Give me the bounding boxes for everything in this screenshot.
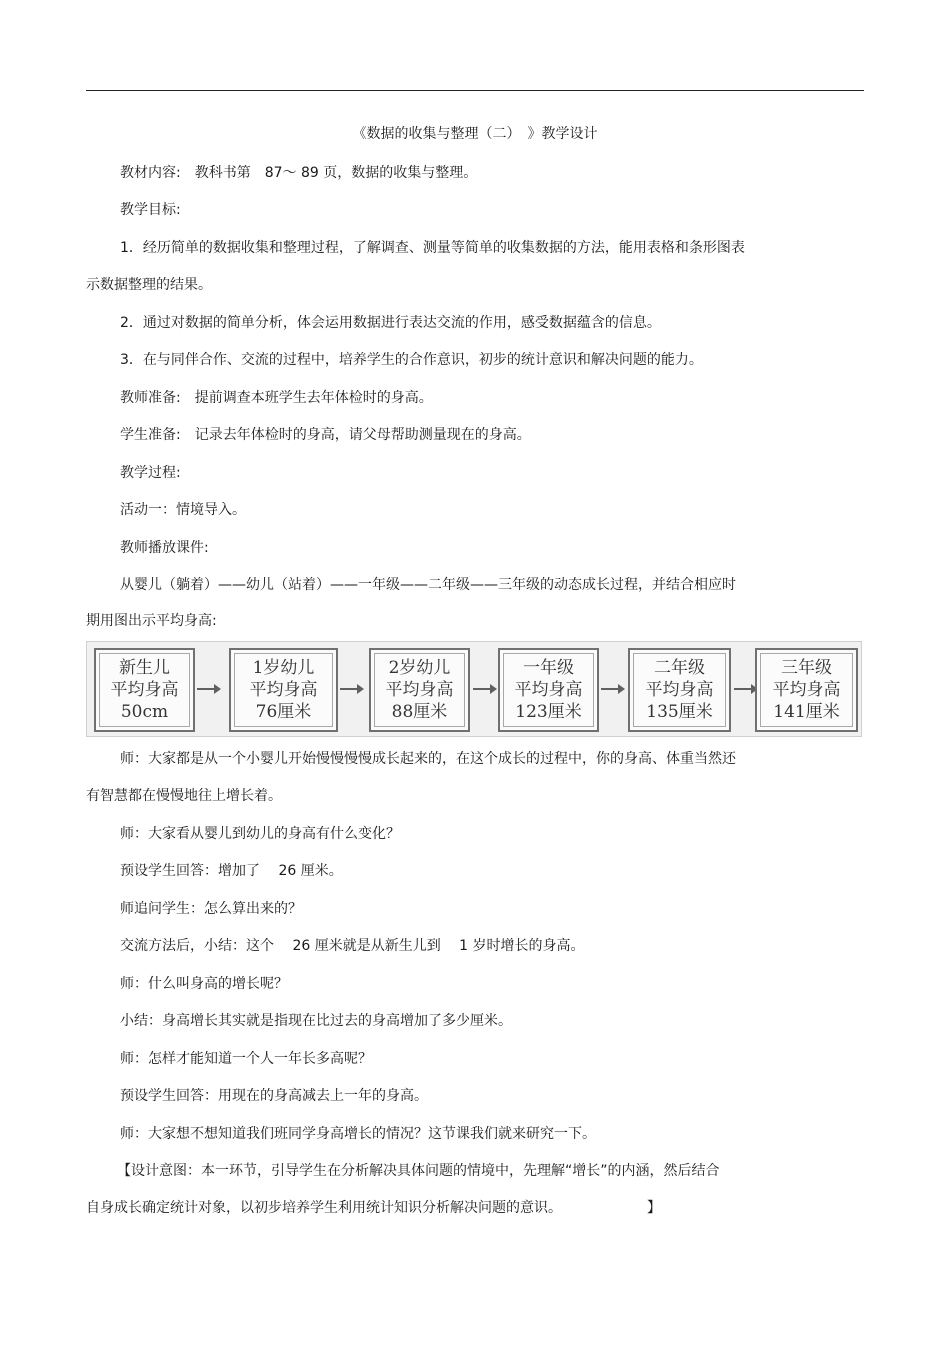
objective-1-line-a: 1．经历简单的数据收集和整理过程，了解调查、测量等简单的收集数据的方法，能用表格和条形图表 — [120, 240, 745, 256]
flow-box-grade-2 — [628, 648, 731, 732]
flow-box-caption: 平均身高 — [249, 680, 318, 700]
teacher-question-4: 师：什么叫身高的增长呢？ — [120, 976, 288, 992]
height-flow-diagram — [86, 641, 862, 737]
flow-box-value: 76厘米 — [255, 702, 312, 722]
objective-3: 3．在与同伴合作、交流的过程中，培养学生的合作意识，初步的统计意识和解决问题的能力。 — [120, 352, 703, 368]
design-intent-a: 【设计意图：本一环节，引导学生在分析解决具体问题的情境中，先理解“增长”的内涵，然后结合 — [117, 1163, 720, 1179]
flow-box-caption: 平均身高 — [514, 680, 583, 700]
flow-box-value: 123厘米 — [515, 702, 582, 722]
teacher-question-2: 师：大家看从婴儿到幼儿的身高有什么变化？ — [120, 826, 400, 842]
flow-box-value: 50cm — [120, 702, 169, 722]
teacher-remark-1b: 有智慧都在慢慢地往上增长着。 — [86, 788, 282, 804]
teacher-remark-1a: 师：大家都是从一个小婴儿开始慢慢慢慢成长起来的，在这个成长的过程中，你的身高、体重当然还 — [120, 751, 736, 767]
flow-box-age-1 — [229, 648, 338, 732]
header-rule — [86, 90, 864, 91]
student-prep-line — [120, 426, 531, 444]
design-intent-b-line — [86, 1199, 562, 1217]
student-prep-label: 学生准备: — [120, 427, 181, 443]
flow-box-age-2 — [369, 648, 470, 732]
flow-box-label: 二年级 — [654, 658, 705, 678]
materials-text: 教科书第 87～ 89 页，数据的收集与整理。 — [194, 165, 478, 181]
flow-box-grade-1 — [498, 648, 599, 732]
flow-box-label: 1岁幼儿 — [252, 658, 315, 678]
teacher-prep-line — [120, 389, 433, 407]
flow-box-grade-3 — [755, 648, 858, 732]
summary-2: 小结：身高增长其实就是指现在比过去的身高增加了多少厘米。 — [120, 1013, 512, 1029]
flow-box-value: 135厘米 — [646, 702, 713, 722]
flow-box-caption: 平均身高 — [772, 680, 841, 700]
flow-box-value: 141厘米 — [773, 702, 840, 722]
teacher-question-5: 师：怎样才能知道一个人一年长多高呢？ — [120, 1051, 372, 1067]
flow-box-label: 一年级 — [523, 658, 574, 678]
student-prep-text: 记录去年体检时的身高，请父母帮助测量现在的身高。 — [194, 427, 531, 443]
activity-1: 活动一：情境导入。 — [120, 502, 246, 518]
process-label: 教学过程: — [120, 465, 181, 481]
flow-arrow-icon — [734, 688, 756, 690]
summary-1: 交流方法后，小结：这个 26 厘米就是从新生儿到 1 岁时增长的身高。 — [120, 938, 585, 954]
objective-2: 2．通过对数据的简单分析，体会运用数据进行表达交流的作用，感受数据蕴含的信息。 — [120, 315, 661, 331]
growth-line-b: 期用图出示平均身高: — [86, 613, 217, 629]
teacher-prep-label: 教师准备: — [120, 390, 181, 406]
growth-line-a: 从婴儿（躺着）——幼儿（站着）——一年级——二年级——三年级的动态成长过程，并结合相应时 — [120, 577, 736, 593]
objective-1-line-b: 示数据整理的结果。 — [86, 277, 212, 293]
objectives-label: 教学目标: — [120, 202, 181, 218]
flow-box-caption: 平均身高 — [110, 680, 179, 700]
teacher-prep-text: 提前调查本班学生去年体检时的身高。 — [194, 390, 433, 406]
flow-box-newborn — [94, 648, 195, 732]
flow-box-caption: 平均身高 — [645, 680, 714, 700]
materials-line — [120, 164, 477, 182]
flow-arrow-icon — [601, 688, 623, 690]
flow-arrow-icon — [473, 688, 495, 690]
materials-label: 教材内容: — [120, 165, 181, 181]
flow-box-label: 新生儿 — [119, 658, 170, 678]
flow-box-value: 88厘米 — [391, 702, 448, 722]
teacher-followup: 师追问学生：怎么算出来的？ — [120, 901, 302, 917]
teacher-remark-6: 师：大家想不想知道我们班同学身高增长的情况？这节课我们就来研究一下。 — [120, 1126, 596, 1142]
flow-arrow-icon — [340, 688, 362, 690]
student-answer-1: 预设学生回答：增加了 26 厘米。 — [120, 863, 343, 879]
flow-box-caption: 平均身高 — [385, 680, 454, 700]
design-intent-b: 自身成长确定统计对象，以初步培养学生利用统计知识分析解决问题的意识。 — [86, 1200, 562, 1216]
design-intent-end: 】 — [647, 1200, 661, 1216]
flow-box-label: 2岁幼儿 — [388, 658, 451, 678]
student-answer-2: 预设学生回答：用现在的身高减去上一年的身高。 — [120, 1088, 428, 1104]
document-title: 《数据的收集与整理（二） 》教学设计 — [352, 126, 598, 142]
teacher-plays: 教师播放课件: — [120, 540, 209, 556]
flow-box-label: 三年级 — [781, 658, 832, 678]
flow-arrow-icon — [197, 688, 219, 690]
